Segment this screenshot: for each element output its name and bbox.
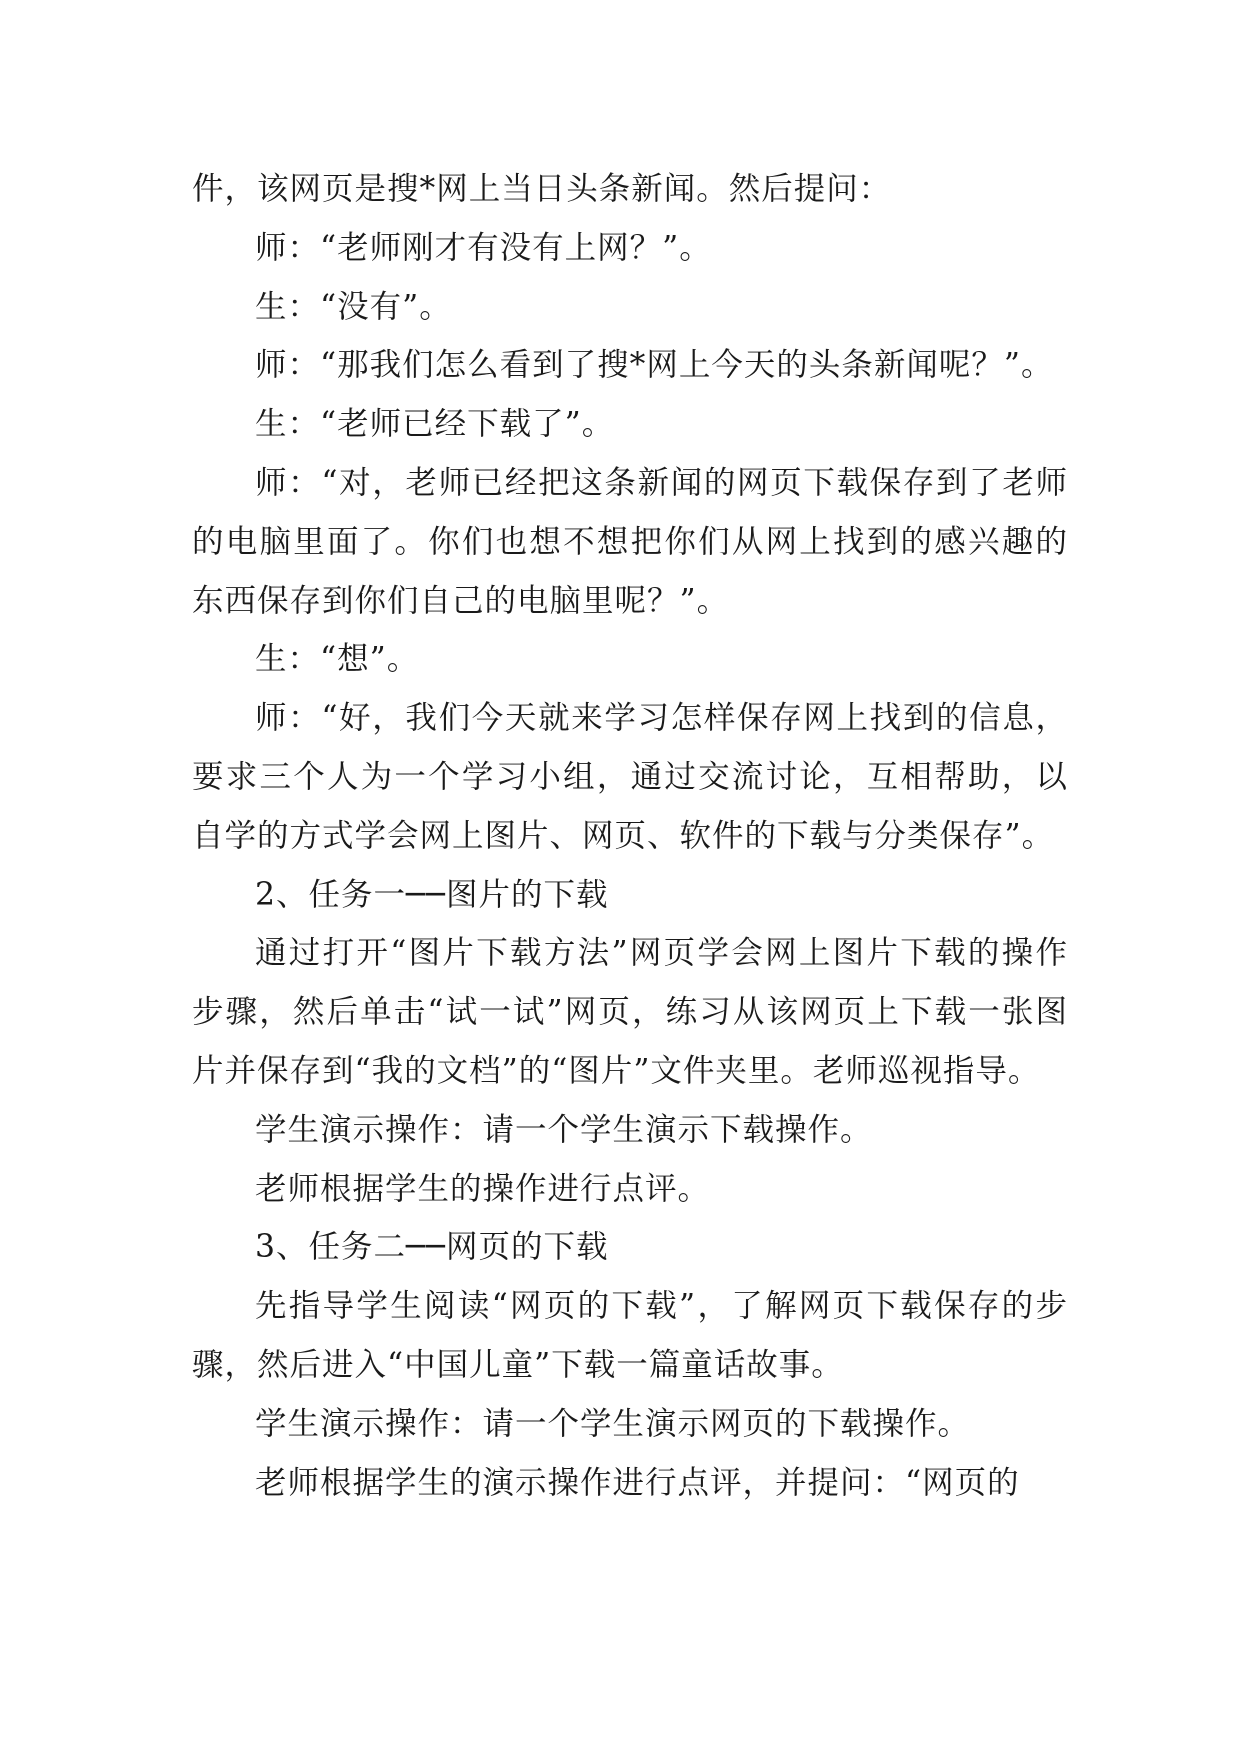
paragraph: 生：“想”。 (255, 641, 420, 678)
section-heading: 3、任务二──网页的下载 (255, 1229, 609, 1266)
paragraph: 老师根据学生的操作进行点评。 (255, 1170, 711, 1207)
paragraph: 师：“老师刚才有没有上网？”。 (255, 229, 712, 266)
paragraph: 生：“老师已经下载了”。 (255, 406, 615, 443)
paragraph: 老师根据学生的演示操作进行点评，并提问：“网页的 (255, 1464, 1020, 1501)
section-heading: 2、任务一──图片的下载 (255, 876, 609, 913)
paragraph: 师：“好，我们今天就来学习怎样保存网上找到的信息，要求三个人为一个学习小组，通过交流讨论，互相帮助，以自学的方式学会网上图片、网页、软件的下载与分类保存”。 (192, 700, 1068, 854)
paragraph: 先指导学生阅读“网页的下载”，了解网页下载保存的步骤，然后进入“中国儿童”下载一篇童话故事。 (192, 1288, 1068, 1383)
paragraph: 师：“对，老师已经把这条新闻的网页下载保存到了老师的电脑里面了。你们也想不想把你们从网上找到的感兴趣的东西保存到你们自己的电脑里呢？”。 (192, 464, 1068, 619)
paragraph: 通过打开“图片下载方法”网页学会网上图片下载的操作步骤，然后单击“试一试”网页，练习从该网页上下载一张图片并保存到“我的文档”的“图片”文件夹里。老师巡视指导。 (192, 935, 1068, 1089)
document-body (192, 160, 1068, 1512)
paragraph: 学生演示操作：请一个学生演示网页的下载操作。 (255, 1405, 971, 1442)
paragraph: 学生演示操作：请一个学生演示下载操作。 (255, 1111, 873, 1148)
paragraph: 生：“没有”。 (255, 288, 452, 325)
paragraph: 师：“那我们怎么看到了搜*网上今天的头条新闻呢？”。 (255, 347, 1054, 384)
paragraph: 件，该网页是搜*网上当日头条新闻。然后提问： (192, 171, 892, 207)
